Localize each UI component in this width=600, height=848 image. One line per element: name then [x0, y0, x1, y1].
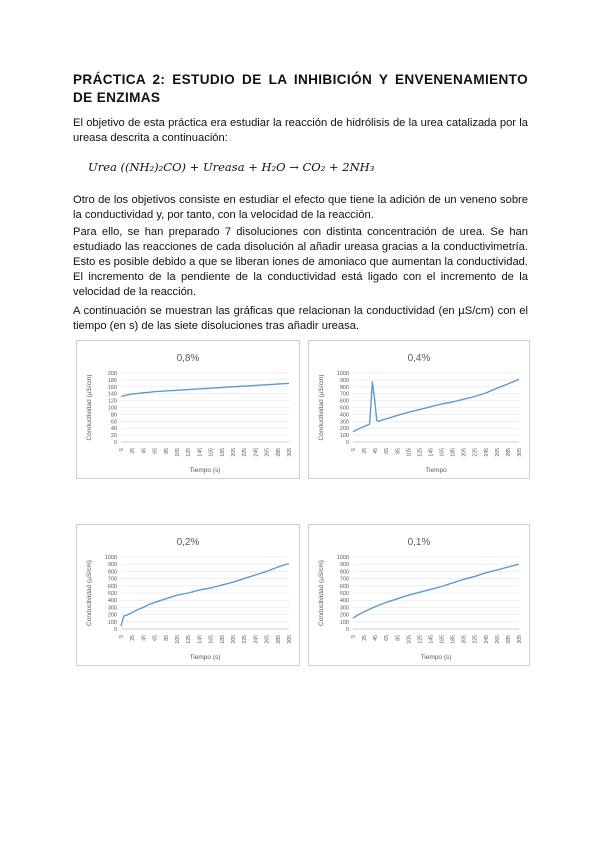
y-tick-label: 40 — [110, 426, 117, 433]
y-tick-label: 0 — [345, 627, 349, 633]
y-tick-label: 0 — [345, 440, 349, 446]
x-tick-label: 165 — [208, 448, 215, 457]
x-tick-label: 305 — [517, 635, 523, 644]
y-tick-label: 200 — [339, 426, 349, 433]
y-tick-label: 0 — [113, 440, 117, 446]
x-tick-label: 305 — [287, 448, 293, 457]
x-tick-label: 185 — [219, 448, 226, 457]
y-tick-label: 900 — [339, 562, 349, 569]
y-tick-label: 600 — [339, 398, 349, 405]
chart-svg-2 — [77, 525, 299, 665]
x-tick-label: 225 — [242, 448, 249, 457]
x-tick-label: 105 — [406, 635, 413, 644]
x-tick-label: 65 — [384, 635, 391, 641]
x-tick-label: 85 — [163, 635, 170, 641]
y-tick-label: 1000 — [336, 371, 349, 377]
y-tick-label: 20 — [110, 433, 117, 440]
y-axis-label: Conductividad (µS/cm) — [318, 560, 325, 626]
x-tick-label: 125 — [417, 448, 424, 457]
chart-0-4 — [308, 340, 530, 479]
y-tick-label: 100 — [339, 433, 349, 440]
x-tick-label: 105 — [406, 448, 413, 457]
chart-title: 0,2% — [176, 537, 200, 548]
x-tick-label: 145 — [428, 448, 435, 457]
reaction-equation: Urea ((NH₂)₂CO) + Ureasa + H₂O → CO₂ + 2NH₃ — [88, 160, 375, 174]
x-tick-label: 45 — [373, 635, 380, 641]
x-tick-label: 265 — [494, 448, 501, 457]
x-tick-label: 5 — [119, 448, 125, 451]
x-tick-label: 105 — [175, 448, 181, 457]
x-tick-label: 285 — [505, 448, 512, 457]
x-tick-label: 145 — [428, 635, 435, 644]
y-tick-label: 300 — [107, 605, 117, 612]
x-tick-label: 165 — [439, 448, 446, 457]
y-tick-label: 600 — [339, 583, 349, 590]
x-tick-label: 305 — [517, 448, 523, 457]
y-tick-label: 1000 — [336, 555, 349, 561]
y-tick-label: 800 — [107, 569, 117, 576]
x-tick-label: 265 — [494, 635, 501, 644]
chart-svg-0 — [77, 341, 299, 478]
x-tick-label: 85 — [163, 448, 170, 454]
x-tick-label: 165 — [439, 635, 446, 644]
y-tick-label: 600 — [107, 583, 117, 590]
y-tick-label: 400 — [339, 598, 349, 605]
x-tick-label: 25 — [130, 448, 137, 454]
x-tick-label: 45 — [373, 448, 380, 454]
y-tick-label: 180 — [107, 377, 117, 384]
y-tick-label: 800 — [339, 384, 349, 391]
chart-0-1 — [308, 524, 530, 666]
x-tick-label: 25 — [362, 448, 369, 454]
x-tick-label: 85 — [395, 635, 402, 641]
x-tick-label: 25 — [130, 635, 137, 641]
x-tick-label: 105 — [175, 635, 181, 644]
y-tick-label: 900 — [339, 377, 349, 384]
x-axis-label: Tiempo (s) — [420, 654, 452, 661]
series-line — [121, 564, 289, 627]
y-tick-label: 700 — [339, 391, 349, 398]
x-tick-label: 5 — [351, 448, 357, 451]
y-tick-label: 1000 — [104, 555, 117, 561]
x-tick-label: 45 — [141, 635, 148, 641]
x-axis-label: Tiempo (s) — [189, 654, 221, 661]
series-line — [353, 564, 519, 618]
series-line — [121, 383, 289, 396]
x-tick-label: 205 — [461, 448, 468, 457]
x-tick-label: 285 — [505, 635, 512, 644]
y-tick-label: 300 — [339, 419, 349, 426]
y-tick-label: 900 — [107, 562, 117, 569]
x-axis-label: Tiempo (s) — [189, 467, 221, 474]
paragraph-objective: El objetivo de esta práctica era estudiar la reacción de hidrólisis de la urea catalizada por la ureasa descrita a continuación: — [73, 117, 528, 144]
y-tick-label: 700 — [107, 576, 117, 583]
y-tick-label: 60 — [110, 419, 117, 426]
chart-title: 0,4% — [407, 353, 431, 364]
y-tick-label: 200 — [107, 612, 117, 619]
paragraph-poison: Otro de los objetivos consiste en estudiar el efecto que tiene la adición de un veneno sobre la conductividad y, por tanto, con la velocidad de la reacción. — [73, 194, 528, 221]
x-tick-label: 125 — [186, 635, 193, 644]
paragraph-graphs-intro: A continuación se muestran las gráficas que relacionan la conductividad (en µS/cm) con el tiempo (en s) de las siete disoluciones tras añadir ureasa. — [73, 305, 528, 332]
x-tick-label: 205 — [461, 635, 468, 644]
y-tick-label: 200 — [339, 612, 349, 619]
x-tick-label: 5 — [119, 635, 125, 638]
chart-title: 0,1% — [407, 537, 431, 548]
x-tick-label: 285 — [275, 635, 282, 644]
y-axis-label: Conductividad (µS/cm) — [86, 560, 93, 626]
x-tick-label: 85 — [395, 448, 402, 454]
y-tick-label: 100 — [107, 619, 117, 626]
y-axis-label: Conductividad (µS/cm) — [86, 374, 93, 441]
x-tick-label: 305 — [287, 635, 293, 644]
x-tick-label: 125 — [417, 635, 424, 644]
x-tick-label: 165 — [208, 635, 215, 644]
x-tick-label: 65 — [152, 635, 159, 641]
y-axis-label: Conductividad (µS/cm) — [318, 374, 325, 441]
y-tick-label: 200 — [107, 371, 117, 377]
x-tick-label: 45 — [141, 448, 148, 454]
y-tick-label: 400 — [339, 412, 349, 419]
y-tick-label: 100 — [339, 619, 349, 626]
y-tick-label: 700 — [339, 576, 349, 583]
y-tick-label: 160 — [107, 384, 117, 391]
y-tick-label: 80 — [110, 412, 117, 419]
x-tick-label: 225 — [472, 448, 479, 457]
paragraph-method: Para ello, se han preparado 7 disoluciones con distinta concentración de urea. Se han estudiado las reacciones de cada disolución al añadir ureasa gracias a la conductivimetría. Esto es posible debido a que se liberan iones de amoniaco que aumentan la conductividad. El incremento de la pendiente de la conductividad está ligado con el incremento de la velocidad de la reacción. — [73, 226, 528, 298]
x-tick-label: 265 — [264, 448, 271, 457]
x-tick-label: 225 — [472, 635, 479, 644]
chart-title: 0,8% — [176, 353, 200, 364]
y-tick-label: 120 — [107, 398, 117, 405]
chart-svg-3 — [309, 525, 529, 665]
x-tick-label: 185 — [450, 448, 457, 457]
y-tick-label: 500 — [107, 591, 117, 597]
x-tick-label: 145 — [197, 635, 204, 644]
x-tick-label: 25 — [362, 635, 369, 641]
y-tick-label: 0 — [113, 627, 117, 633]
y-tick-label: 140 — [107, 391, 117, 398]
x-tick-label: 185 — [219, 635, 226, 644]
y-tick-label: 400 — [107, 598, 117, 605]
document-title: PRÁCTICA 2: ESTUDIO DE LA INHIBICIÓN Y ENVENENAMIENTO DE ENZIMAS — [73, 72, 528, 105]
y-tick-label: 800 — [339, 569, 349, 576]
x-tick-label: 125 — [186, 448, 193, 457]
x-tick-label: 265 — [264, 635, 271, 644]
y-tick-label: 500 — [339, 591, 349, 597]
x-tick-label: 245 — [483, 635, 490, 644]
x-axis-label: Tiempo — [425, 467, 447, 474]
x-tick-label: 245 — [483, 448, 490, 457]
x-tick-label: 185 — [450, 635, 457, 644]
x-tick-label: 245 — [253, 448, 260, 457]
x-tick-label: 285 — [275, 448, 282, 457]
x-tick-label: 225 — [242, 635, 249, 644]
y-tick-label: 100 — [107, 405, 117, 412]
x-tick-label: 65 — [384, 448, 391, 454]
y-tick-label: 500 — [339, 405, 349, 412]
x-tick-label: 145 — [197, 448, 204, 457]
y-tick-label: 300 — [339, 605, 349, 612]
x-tick-label: 245 — [253, 635, 260, 644]
chart-svg-1 — [309, 341, 529, 478]
chart-0-2 — [76, 524, 300, 666]
x-tick-label: 205 — [231, 448, 237, 457]
x-tick-label: 5 — [351, 635, 357, 638]
chart-0-8 — [76, 340, 300, 479]
x-tick-label: 65 — [152, 448, 159, 454]
x-tick-label: 205 — [231, 635, 237, 644]
